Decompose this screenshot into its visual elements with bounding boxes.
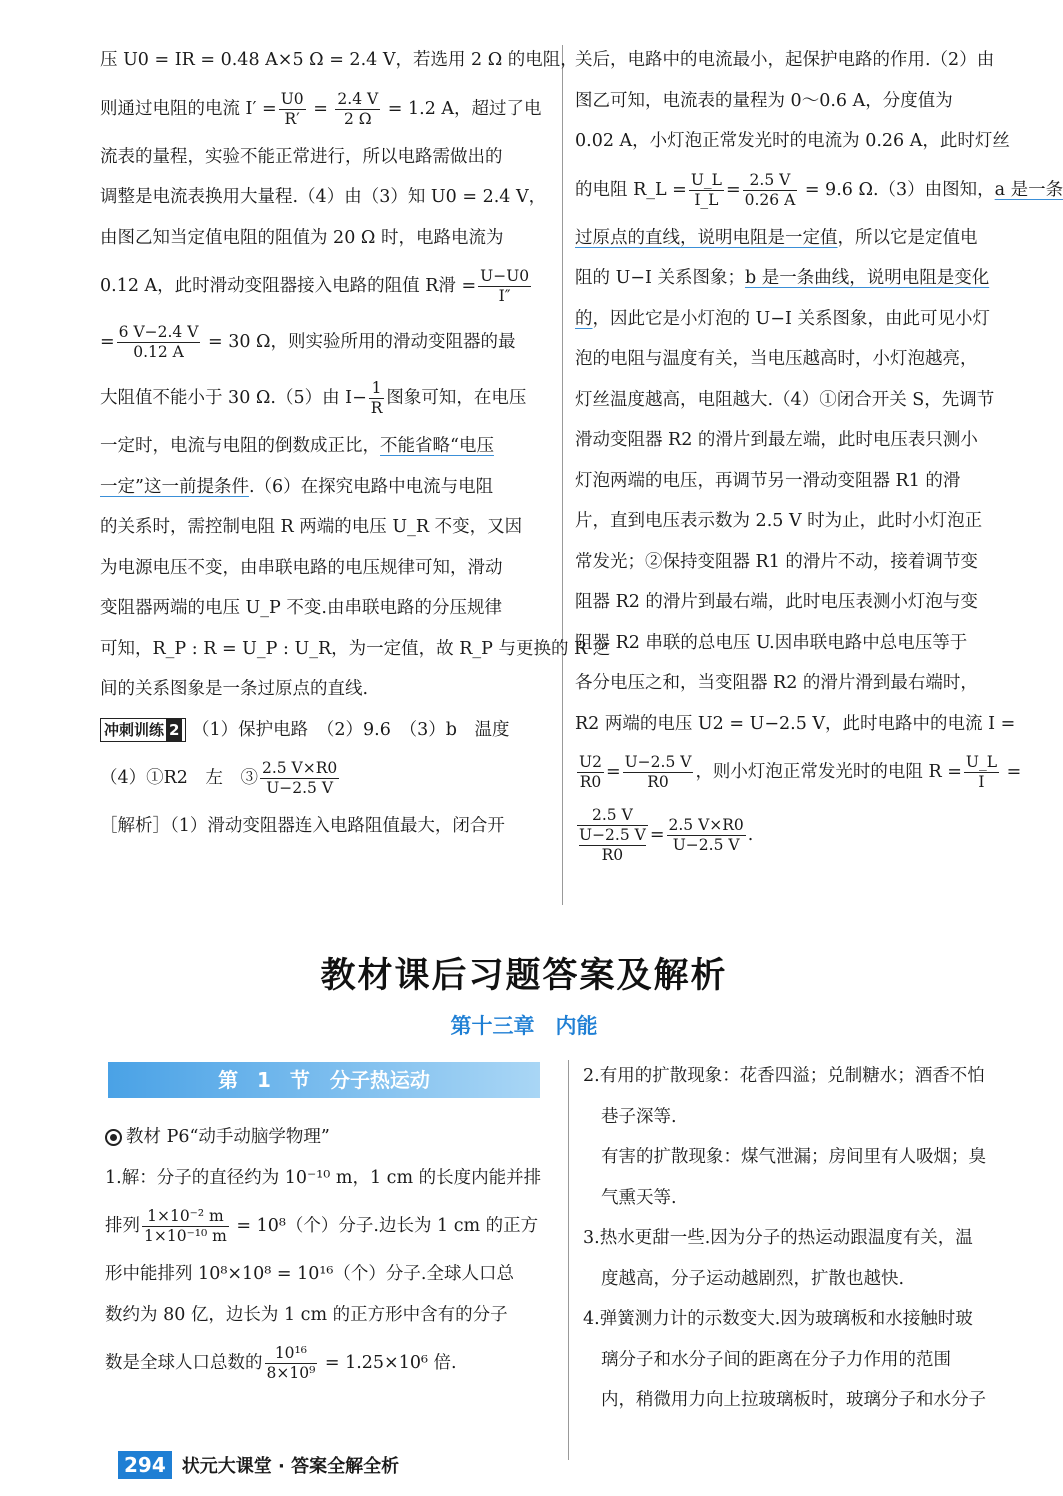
text-line: 常发光；②保持变阻器 R1 的滑片不动，接着调节变	[575, 551, 978, 572]
text-line: 过原点的直线，说明电阻是一定值，所以它是定值电	[575, 227, 978, 248]
fraction: $\frac{U\_L}{I\_L}$	[690, 170, 722, 209]
text-line: 压 U0 = IR = 0.48 A×5 Ω = 2.4 V，若选用 2 Ω 的电阻，	[100, 50, 578, 70]
text-line: 2.有用的扩散现象：花香四溢；兑制糖水；酒香不怕	[583, 1066, 985, 1086]
text-line: 有害的扩散现象：煤气泄漏；房间里有人吸烟；臭	[601, 1147, 986, 1167]
fraction: $\frac{2.5 V\times R0}{U-2.5 V}$	[668, 816, 744, 854]
fraction: $\frac{U-U0}{I''}$	[480, 267, 530, 305]
fraction: $\frac{\text{10¹⁶}}{\text{8×10⁹}}$	[266, 1344, 316, 1382]
textbook-reference: 教材 P6“动手动脑学物理”	[105, 1117, 555, 1158]
formula-line: 数是全球人口总数的 $\frac{\text{10¹⁶}}{\text{8×10⁹}}$ = 1.25×10⁶ 倍.	[105, 1344, 457, 1382]
formula-line: 排列 $\frac{\text{1×10⁻² m}}{\text{1×10⁻¹⁰ m}}$ = 10⁸（个）分子.边长为 1 cm 的正方	[105, 1207, 539, 1245]
text-line: 阻器 R2 串联的总电压 U.因串联电路中总电压等于	[575, 632, 968, 653]
text-line: 数约为 80 亿，边长为 1 cm 的正方形中含有的分子	[105, 1304, 508, 1325]
text-line: 变阻器两端的电压 U_P 不变.由串联电路的分压规律	[100, 598, 502, 618]
text-line: 片，直到电压表示数为 2.5 V 时为止，此时小灯泡正	[575, 511, 983, 531]
fraction: $\frac{U0}{R'}$	[280, 89, 304, 128]
fraction: $\frac{2.5 V\times R0}{U-2.5 V}$	[261, 759, 338, 797]
text-line: 的关系时，需控制电阻 R 两端的电压 U_R 不变，又因	[100, 517, 523, 537]
text-line: 阻器 R2 的滑片到最右端，此时电压表测小灯泡与变	[575, 592, 978, 612]
left-column-bottom	[105, 1117, 555, 1391]
text-line: 关后，电路中的电流最小，起保护电路的作用.（2）由	[575, 50, 995, 70]
fraction: $\frac{U2}{R0}$	[579, 753, 602, 791]
text-line: 各分电压之和，当变阻器 R2 的滑片滑到最右端时，	[575, 673, 978, 693]
text-line: 为电源电压不变，由串联电路的电压规律可知，滑动	[100, 557, 503, 578]
formula-line: 大阻值不能小于 30 Ω.（5）由 I− $\frac{1}{R}$ 图象可知，在电压	[100, 379, 527, 417]
text-line: 图乙可知，电流表的量程为 0～0.6 A，分度值为	[575, 90, 953, 111]
text-line: 3.热水更甜一些.因为分子的热运动跟温度有关，温	[583, 1228, 973, 1248]
text-line: R2 两端的电压 U2 = U−2.5 V，此时电路中的电流 I =	[575, 713, 1016, 734]
formula-line: = $\frac{6 V-2.4 V}{0.12 A}$ = 30 Ω，则实验所用的滑动变阻器的最	[100, 323, 516, 361]
text-line: 阻的 U−I 关系图象；b 是一条曲线，说明电阻是变化	[575, 268, 990, 288]
text-line: 4.弹簧测力计的示数变大.因为玻璃板和水接触时玻	[583, 1309, 973, 1329]
target-icon	[105, 1129, 122, 1146]
text-line: 一定”这一前提条件.（6）在探究电路中电流与电阻	[100, 476, 494, 497]
section-banner: 第 1 节 分子热运动	[108, 1062, 540, 1098]
page-title: 教材课后习题答案及解析	[320, 956, 728, 996]
text-line: 度越高，分子运动越剧烈，扩散也越快.	[601, 1268, 905, 1289]
formula-line: 的电阻 R_L = $\frac{U\_L}{I\_L}$ = $\frac{2.5 V}{0.26 A}$ = 9.6 Ω.（3）由图知，a 是一条	[575, 170, 1063, 209]
text-line: 气熏天等.	[601, 1187, 677, 1208]
text-line: 滑动变阻器 R2 的滑片到最左端，此时电压表只测小	[575, 430, 978, 450]
fraction: $\frac{2.5 V}{0.26 A}$	[744, 170, 796, 209]
formula-line: 0.12 A，此时滑动变阻器接入电路的阻值 R滑 = $\frac{U-U0}{I''}$	[100, 267, 530, 305]
text-line: 泡的电阻与温度有关，当电压越高时，小灯泡越亮，	[575, 349, 978, 369]
page-footer	[118, 1448, 399, 1482]
fraction: $\frac{2.4 V}{2 \Omega}$	[337, 89, 379, 128]
text-line: 调整是电流表换用大量程.（4）由（3）知 U0 = 2.4 V，	[100, 187, 547, 207]
formula-line: $\frac{U2}{R0}$ = $\frac{U-2.5 V}{R0}$ ，则小灯泡正常发光时的电阻 R = $\frac{U\_L}{I}$ =	[579, 753, 1022, 791]
text-line: 内，稍微用力向上拉玻璃板时，玻璃分子和水分子	[601, 1390, 986, 1410]
fraction: $\frac{\text{1×10⁻² m}}{\text{1×10⁻¹⁰ m}}$	[144, 1207, 227, 1245]
text-line: 间的关系图象是一条过原点的直线.	[100, 679, 369, 699]
formula-line: 2.5 V U−2.5 V R0 = $\frac{2.5 V\times R0}{U-2.5 V}$ .	[579, 806, 754, 864]
text-line: 一定时，电流与电阻的倒数成正比，不能省略“电压	[100, 436, 494, 456]
text-line: 由图乙知当定值电阻的阻值为 20 Ω 时，电路电流为	[100, 227, 504, 248]
text-line: 的，因此它是小灯泡的 U−I 关系图象，由此可见小灯	[575, 308, 990, 329]
text-line: 巷子深等.	[601, 1106, 677, 1127]
column-divider	[568, 1060, 569, 1460]
analysis-line: ［解析］（1）滑动变阻器连入电路阻值最大，闭合开	[100, 816, 505, 836]
sprint-tag: 冲刺训练 2	[100, 718, 186, 742]
right-column-bottom	[583, 1056, 1028, 1421]
text-line: 璃分子和水分子间的距离在分子力作用的范围	[601, 1349, 951, 1370]
fraction: $\frac{U-2.5 V}{R0}$	[624, 753, 692, 791]
text-line: 灯丝温度越高，电阻越大.（4）①闭合开关 S，先调节	[575, 389, 995, 410]
text-line: 0.02 A，小灯泡正常发光时的电流为 0.26 A，此时灯丝	[575, 131, 1010, 151]
text-line: 1.解：分子的直径约为 10⁻¹⁰ m，1 cm 的长度内能并排	[105, 1167, 542, 1188]
text-line: 可知，R_P : R = U_P : U_R，为一定值，故 R_P 与更换的 R 之	[100, 638, 611, 659]
fraction: $\frac{6 V-2.4 V}{0.12 A}$	[118, 323, 199, 361]
text-line: 流表的量程，实验不能正常进行，所以电路需做出的	[100, 146, 503, 167]
chapter-title: 第十三章 内能	[450, 1014, 598, 1038]
sprint-answers: 冲刺训练 2 （1）保护电路 （2）9.6 （3）b 温度	[100, 710, 550, 751]
fraction: $\frac{1}{R}$	[370, 379, 383, 417]
page-number: 294	[118, 1451, 172, 1479]
text-line: 形中能排列 10⁸×10⁸ = 10¹⁶（个）分子.全球人口总	[105, 1264, 514, 1284]
text-line: 灯泡两端的电压，再调节另一滑动变阻器 R1 的滑	[575, 470, 961, 491]
formula-line: 则通过电阻的电流 I′ = $\frac{U0}{R'}$ = $\frac{2.4 V}{2 \Omega}$ = 1.2 A，超过了电	[100, 89, 542, 128]
formula-line: （4）①R2 左 ③ $\frac{2.5 V\times R0}{U-2.5 V}$	[100, 759, 338, 797]
right-column-top	[575, 40, 1063, 870]
footer-text: 状元大课堂 · 答案全解全析	[181, 1456, 400, 1477]
column-divider	[562, 45, 563, 905]
fraction: $\frac{U\_L}{I}$	[965, 753, 998, 791]
compound-fraction: 2.5 V U−2.5 V R0	[579, 806, 646, 864]
